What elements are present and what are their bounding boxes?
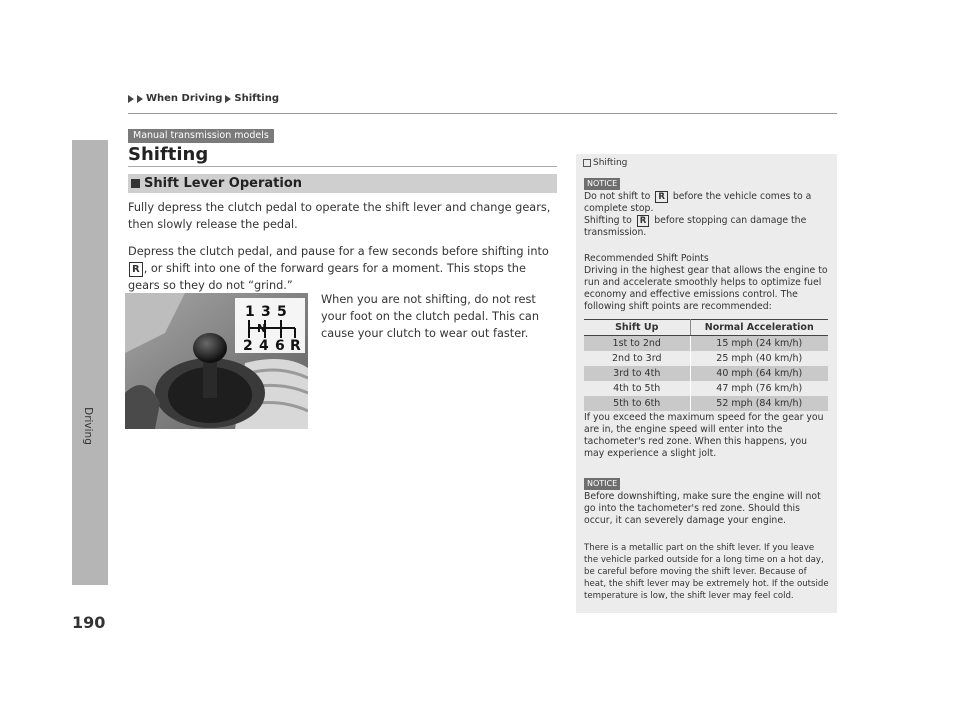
table-row (584, 336, 828, 351)
shift-lever-photo (125, 293, 308, 429)
paragraph-clutch-rest: When you are not shifting, do not rest your foot on the clutch pedal. This can cause your clutch to wear out faster. (321, 293, 540, 340)
reverse-key-icon: R (655, 191, 668, 203)
chapter-side-tab-label: Driving (82, 407, 94, 445)
table-cell: 2nd to 3rd (584, 351, 690, 366)
paragraph-clutch-operation: Fully depress the clutch pedal to operate the shift lever and change gears, then slowly release the pedal. (128, 201, 551, 231)
breadcrumb-current-shifting[interactable]: Shifting (234, 93, 280, 104)
gear-label-6: 6 (275, 338, 285, 353)
table-header-normal-acceleration: Normal Acceleration (690, 320, 828, 336)
sidebar-text: before stopping can damage the transmission. (584, 215, 807, 238)
gear-label-4: 4 (259, 338, 269, 353)
table-row (584, 396, 828, 411)
gear-label-reverse: R (290, 338, 301, 353)
paragraph-reverse-shift (128, 243, 560, 294)
reverse-key-icon: R (637, 215, 650, 227)
breadcrumb-arrow-icon (225, 95, 231, 103)
table-cell: 25 mph (40 km/h) (716, 352, 803, 364)
page-title: Shifting (128, 144, 209, 165)
sidebar-heading-text: Shifting (593, 158, 628, 168)
shift-pattern-diagram (235, 298, 305, 353)
model-badge: Manual transmission models (128, 129, 274, 143)
section-header (128, 174, 557, 193)
table-cell: 1st to 2nd (584, 336, 690, 351)
table-cell: 52 mph (84 km/h) (690, 396, 828, 411)
table-cell: 3rd to 4th (584, 366, 690, 381)
sidebar-text: Do not shift to (584, 191, 654, 202)
sidebar-text: Shifting to (584, 215, 635, 226)
recommended-shift-heading: Recommended Shift Points (584, 253, 709, 264)
table-header-row (584, 320, 828, 336)
page-number: 190 (72, 613, 106, 632)
header-divider (128, 113, 837, 114)
section-title: Shift Lever Operation (144, 176, 303, 191)
paragraph-text: , or shift into one of the forward gears for a moment. This stops the gears so they do not “grind.” (128, 262, 526, 292)
notice-badge: NOTICE (584, 478, 620, 490)
notice-reverse-text (584, 191, 830, 239)
shift-points-table (584, 319, 828, 411)
sidebar-heading (583, 158, 627, 168)
gear-label-2: 2 (243, 338, 253, 353)
breadcrumb-arrow-icon (137, 95, 143, 103)
table-header-shift-up: Shift Up (584, 320, 690, 336)
sidebar-text: before the vehicle comes to a complete stop. (584, 191, 812, 214)
sidebar-notes-panel (576, 154, 837, 613)
paragraph-text: Depress the clutch pedal, and pause for a few seconds before shifting into (128, 245, 549, 258)
notice-downshift-text: Before downshifting, make sure the engine will not go into the tachometer's red zone. Should this occur, it can severely damage your engine. (584, 491, 821, 526)
gear-label-3: 3 (261, 304, 271, 320)
table-cell: 5th to 6th (584, 396, 690, 411)
table-row (584, 351, 828, 366)
gear-label-neutral: N (257, 322, 267, 335)
section-bullet-icon (131, 179, 140, 188)
table-cell: 40 mph (64 km/h) (690, 366, 828, 381)
reverse-key-icon: R (129, 262, 143, 277)
table-row (584, 381, 828, 396)
exceed-speed-text: If you exceed the maximum speed for the gear you are in, the engine speed will enter into the tachometer's red zone. When this happens, you may experience a slight jolt. (584, 412, 824, 459)
table-cell: 47 mph (76 km/h) (716, 382, 803, 394)
table-cell: 4th to 5th (584, 381, 690, 396)
notice-badge: NOTICE (584, 178, 620, 190)
recommended-shift-text: Driving in the highest gear that allows the engine to run and accelerate smoothly helps to optimize fuel economy and effective emissions control. The following shift points are recommended: (584, 265, 828, 312)
metal-part-text: There is a metallic part on the shift lever. If you leave the vehicle parked outside for a long time on a hot day, be careful before moving the shift lever. Because of heat, the shift lever may be extremely hot. If the outside temperature is low, the shift lever may feel cold. (584, 543, 829, 601)
gear-label-5: 5 (277, 304, 287, 320)
reference-icon (583, 159, 591, 167)
table-cell: 15 mph (24 km/h) (690, 336, 828, 351)
breadcrumb (128, 93, 279, 104)
gear-label-1: 1 (245, 304, 255, 320)
breadcrumb-link-when-driving[interactable]: When Driving (146, 93, 223, 104)
chapter-side-tab[interactable] (72, 140, 108, 585)
breadcrumb-arrow-icon (128, 95, 134, 103)
table-row (584, 366, 828, 381)
title-divider (128, 166, 557, 167)
